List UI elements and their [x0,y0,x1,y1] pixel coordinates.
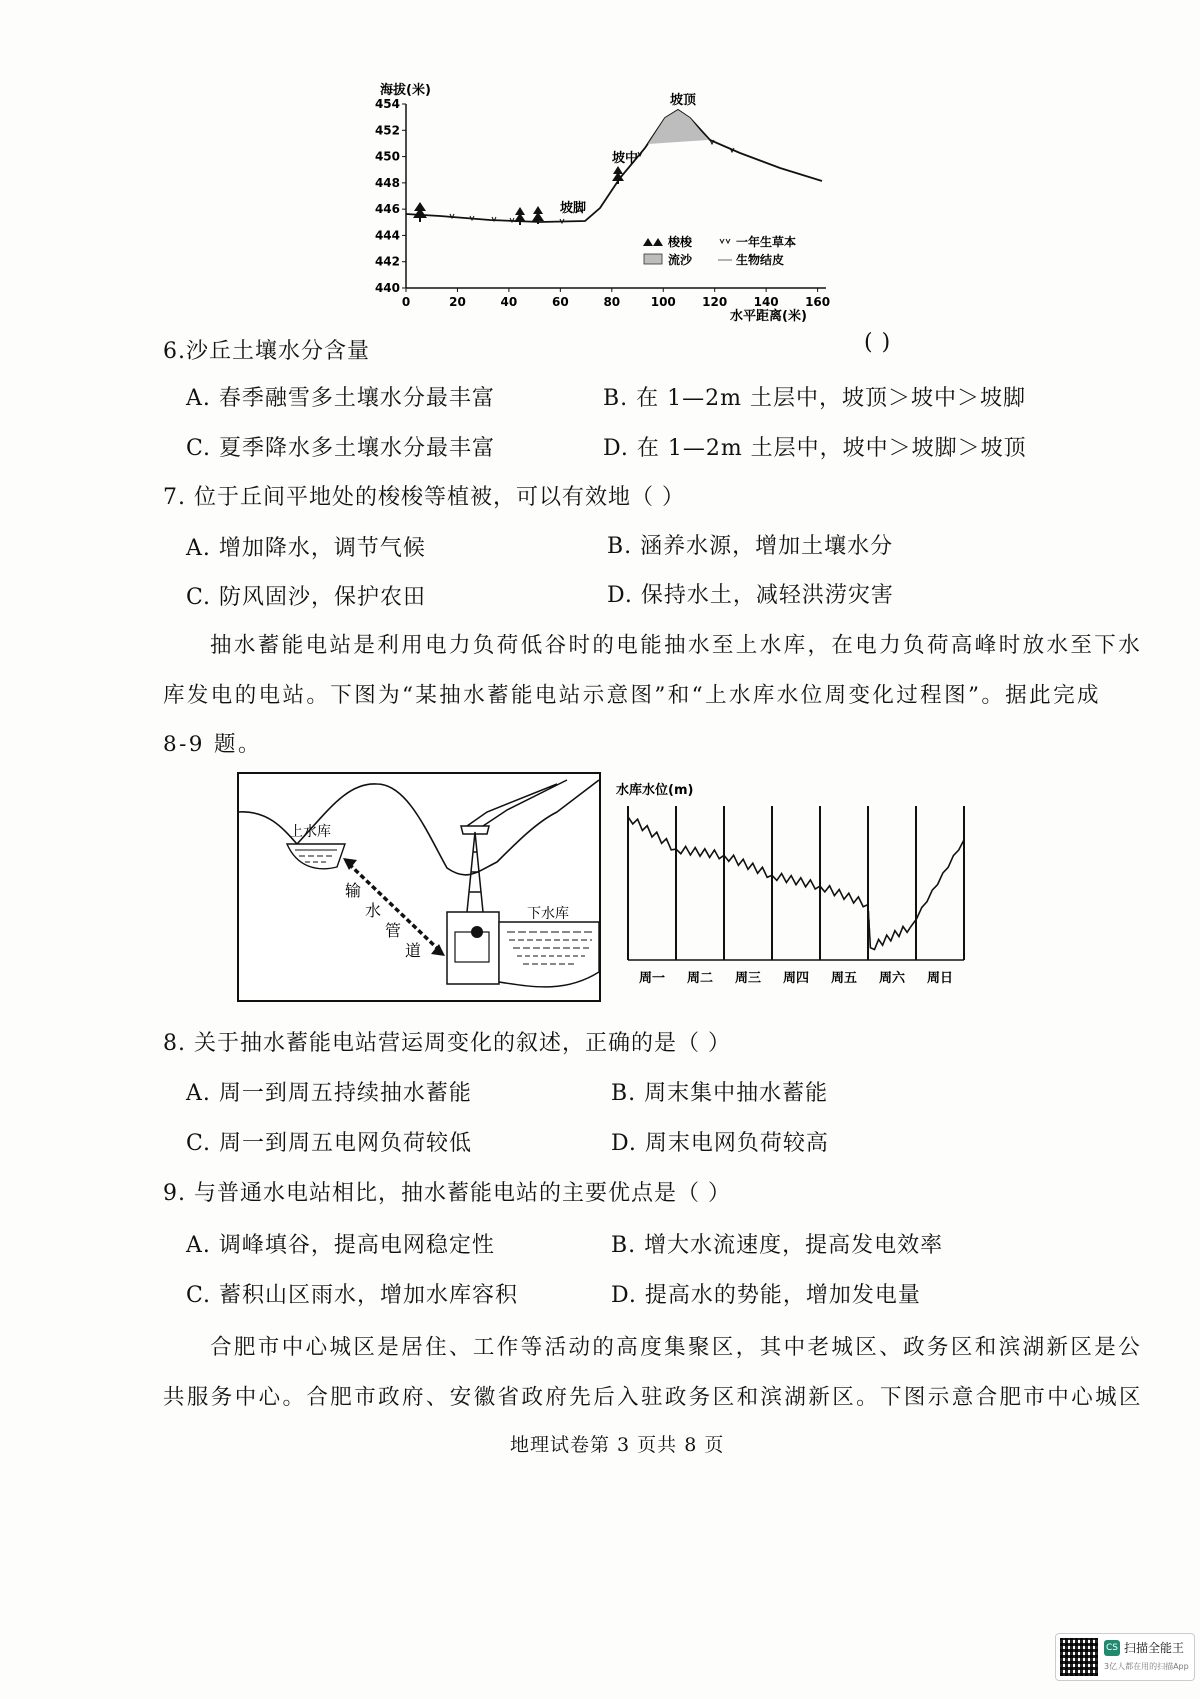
passage1-line3: 8-9 题。 [163,732,262,757]
svg-text:梭梭: 梭梭 [668,235,693,249]
profile-ytick: 440 [374,281,400,295]
q7-option-a: A. 增加降水，调节气候 [186,536,426,561]
q8-option-b: B. 周末集中抽水蓄能 [611,1081,829,1106]
scanner-badge [1055,1633,1195,1681]
svg-text:生物结皮: 生物结皮 [736,253,785,267]
q9-stem: 9. 与普通水电站相比，抽水蓄能电站的主要优点是（ ） [163,1181,731,1206]
level-day-label: 周二 [686,971,714,986]
profile-ytick: 446 [374,202,400,217]
passage2-line1: 合肥市中心城区是居住、工作等活动的高度集聚区，其中老城区、政务区和滨湖新区是公 [210,1335,1143,1360]
pumped-storage-diagram [237,772,601,1002]
profile-ytick: 444 [374,228,400,243]
dune-profile-chart [374,78,860,328]
level-chart-ylabel: 水库水位(m) [616,783,694,798]
qr-code-icon [1060,1638,1098,1676]
q6-answer-bracket: ( ) [864,330,892,355]
svg-text:流沙: 流沙 [668,253,693,267]
q6-option-a: A. 春季融雪多土壤水分最丰富 [186,386,495,411]
profile-xtick: 140 [753,295,779,309]
level-day-label: 周日 [926,971,954,986]
upper-reservoir-label: 上水库 [289,824,331,840]
q8-option-a: A. 周一到周五持续抽水蓄能 [186,1081,472,1106]
label-slope-middle: 坡中 [612,151,639,166]
q7-option-c: C. 防风固沙，保护农田 [186,585,427,610]
level-day-label: 周五 [830,971,858,986]
q9-option-c: C. 蓄积山区雨水，增加水库容积 [186,1283,519,1308]
q8-stem: 8. 关于抽水蓄能电站营运周变化的叙述，正确的是（ ） [163,1031,731,1056]
water-level-series [628,817,964,950]
profile-ytick: 442 [374,254,400,269]
profile-xtick: 60 [551,295,569,309]
pipe-label-3: 管 [385,921,402,940]
passage2-line2: 共服务中心。合肥市政府、安徽省政府先后入驻政务区和滨湖新区。下图示意合肥市中心城区 [163,1385,1143,1410]
q6-option-b: B. 在 1—2m 土层中，坡顶＞坡中＞坡脚 [603,386,1026,411]
turbine-icon [471,926,483,938]
profile-ytick: 450 [374,149,400,164]
profile-xtick: 160 [805,295,831,309]
level-day-label: 周三 [734,971,762,986]
level-day-label: 周六 [878,971,906,986]
q9-option-b: B. 增大水流速度，提高发电效率 [611,1233,944,1258]
level-day-label: 周四 [782,971,810,986]
scanner-name: 扫描全能王 [1124,1641,1185,1655]
lower-reservoir-label: 下水库 [527,906,569,922]
passage1-line1: 抽水蓄能电站是利用电力负荷低谷时的电能抽水至上水库，在电力负荷高峰时放水至下水 [210,633,1143,658]
profile-xtick: 80 [603,295,621,309]
profile-xtick: 0 [401,295,411,309]
profile-xtick: 100 [650,295,676,309]
svg-text:一年生草本: 一年生草本 [736,235,797,249]
q7-option-b: B. 涵养水源，增加土壤水分 [607,534,894,559]
label-slope-top: 坡顶 [670,93,697,108]
q7-option-d: D. 保持水土，减轻洪涝灾害 [607,583,894,608]
q6-stem: 6.沙丘土壤水分含量 [163,339,370,364]
profile-ytick: 454 [374,97,400,111]
q9-option-d: D. 提高水的势能，增加发电量 [611,1283,921,1308]
pipe-label-1: 输 [345,881,362,900]
profile-ytick: 448 [374,175,400,190]
profile-ytick: 452 [374,123,400,138]
q8-option-c: C. 周一到周五电网负荷较低 [186,1131,473,1156]
profile-xtick: 20 [449,295,466,309]
q8-option-d: D. 周末电网负荷较高 [611,1131,829,1156]
q6-option-d: D. 在 1—2m 土层中，坡中＞坡脚＞坡顶 [603,436,1027,461]
scanner-subtitle: 3亿人都在用的扫描App [1104,1662,1189,1671]
profile-xtick: 40 [500,295,518,309]
profile-xlabel: 水平距离(米) [730,309,807,324]
profile-xtick: 120 [702,295,728,309]
label-slope-foot: 坡脚 [560,201,587,216]
q7-stem: 7. 位于丘间平地处的梭梭等植被，可以有效地（ ） [163,485,685,510]
profile-legend [643,234,796,267]
q9-option-a: A. 调峰填谷，提高电网稳定性 [186,1233,495,1258]
pipe-label-4: 道 [405,941,422,960]
herb-icon [450,140,734,223]
water-level-chart [612,778,982,993]
camscanner-icon: CS [1104,1640,1120,1656]
level-day-label: 周一 [638,971,666,986]
pipe-label-2: 水 [365,901,382,920]
q6-option-c: C. 夏季降水多土壤水分最丰富 [186,436,496,461]
profile-ylabel: 海拔(米) [380,83,431,98]
passage1-line2: 库发电的电站。下图为“某抽水蓄能电站示意图”和“上水库水位周变化过程图”。据此完成 [163,683,1101,708]
page-footer: 地理试卷第 3 页共 8 页 [510,1434,725,1456]
